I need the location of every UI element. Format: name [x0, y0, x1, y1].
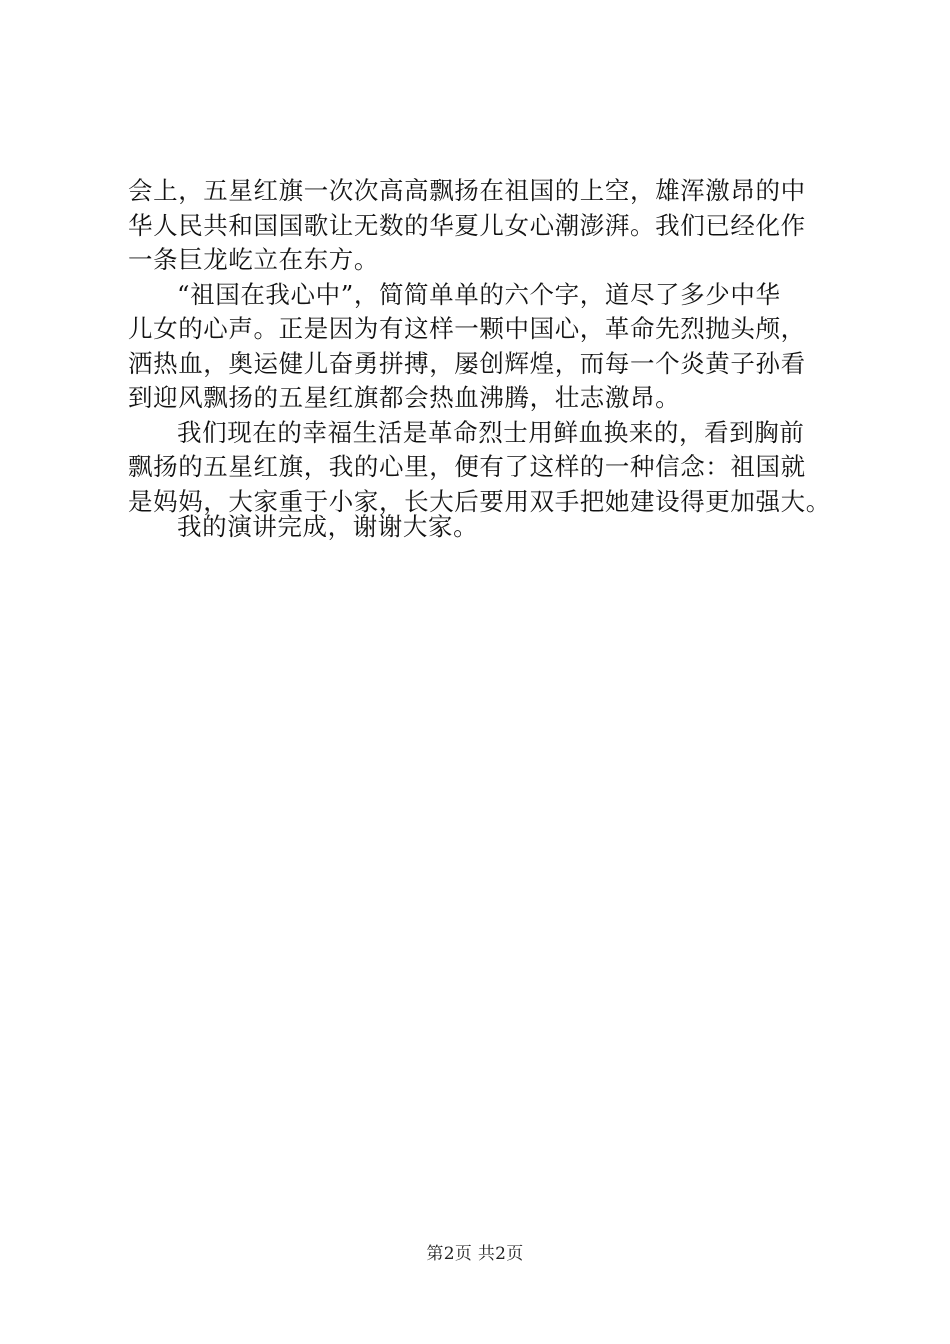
text-line: 华人民共和国国歌让无数的华夏儿女心潮澎湃。我们已经化作: [128, 210, 806, 240]
text-line: 到迎风飘扬的五星红旗都会热血沸腾，壮志激昂。: [128, 383, 681, 412]
text-line: 儿女的心声。正是因为有这样一颗中国心，革命先烈抛头颅，: [128, 314, 806, 343]
speech-body: [128, 174, 858, 519]
text-line: 会上，五星红旗一次次高高飘扬在祖国的上空，雄浑激昂的中: [128, 176, 806, 205]
text-line: 是妈妈，大家重于小家，长大后要用双手把她建设得更加强大。: [128, 486, 831, 516]
text-line: “祖国在我心中”，简简单单的六个字，道尽了多少中华: [177, 279, 781, 309]
text-line: 我们现在的幸福生活是革命烈士用鲜血换来的，看到胸前: [177, 417, 805, 447]
text-line: 一条巨龙屹立在东方。: [128, 245, 379, 274]
closing-line: 我的演讲完成，谢谢大家。: [177, 512, 479, 541]
page-footer: 第2页 共2页: [426, 1244, 524, 1264]
text-line: 飘扬的五星红旗，我的心里，便有了这样的一种信念：祖国就: [128, 452, 806, 481]
text-line: 洒热血，奥运健儿奋勇拼搏，屡创辉煌，而每一个炎黄子孙看: [128, 348, 806, 378]
